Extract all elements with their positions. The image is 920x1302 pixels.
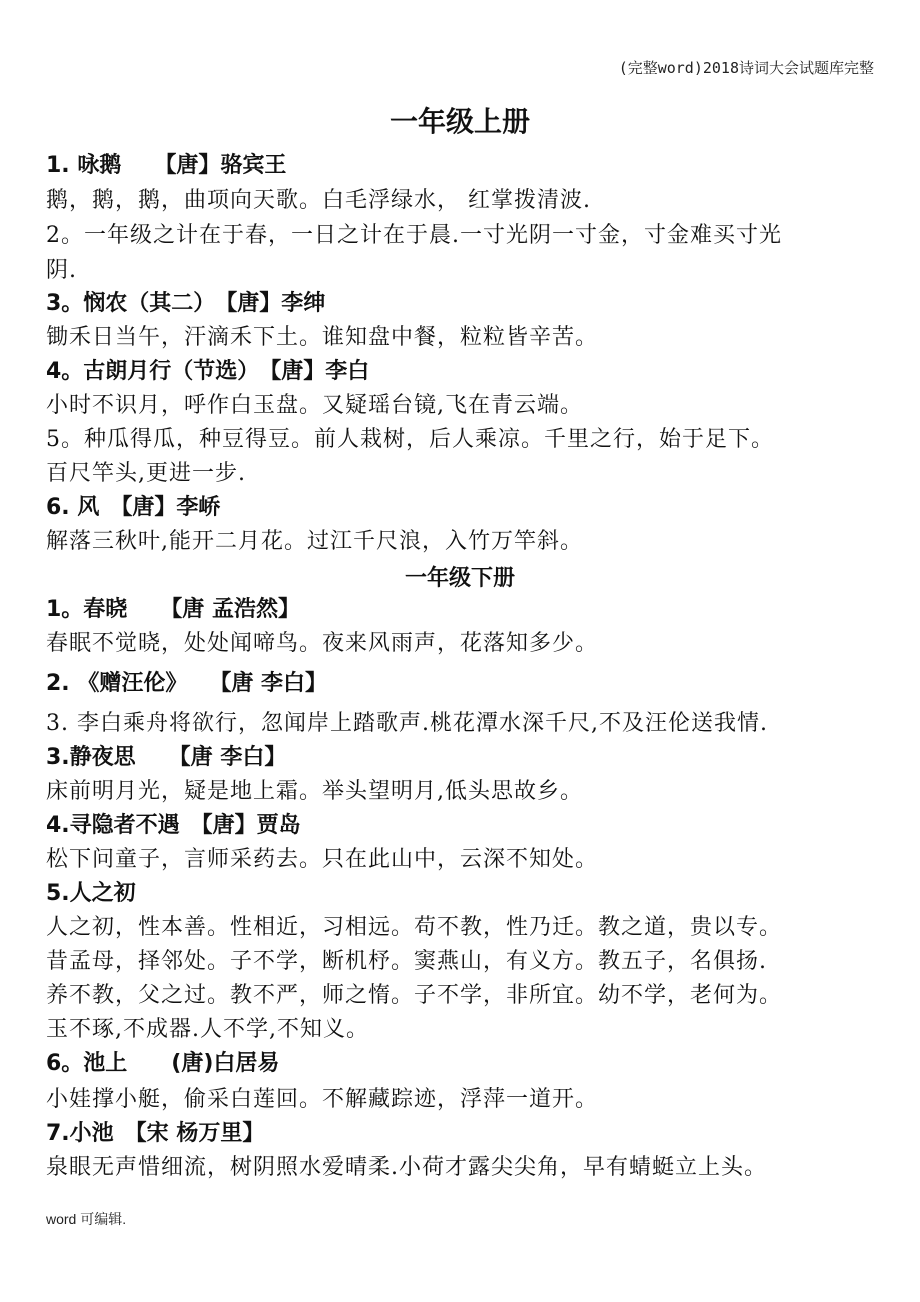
document-header-note: (完整word)2018诗词大会试题库完整: [618, 59, 874, 77]
poem-text-line: 养不教，父之过。教不严，师之惰。子不学，非所宜。幼不学，老何为。: [46, 983, 783, 1008]
section-title-grade1-volume2: 一年级下册: [404, 566, 515, 591]
poem-heading: 1。春晓 【唐 孟浩然】: [46, 597, 300, 622]
poem-heading: 7.小池 【宋 杨万里】: [46, 1121, 265, 1146]
poem-text-line: 阴.: [46, 258, 77, 283]
poem-heading: 1. 咏鹅 【唐】骆宾王: [46, 153, 287, 178]
poem-text-line: 玉不琢,不成器.人不学,不知义。: [46, 1017, 369, 1042]
poem-text-line: 鹅，鹅，鹅，曲项向天歌。白毛浮绿水， 红掌拨清波.: [46, 188, 591, 213]
poem-heading: 4.寻隐者不遇 【唐】贾岛: [46, 813, 301, 838]
page-title: 一年级上册: [389, 105, 530, 138]
footer-note: word 可编辑.: [46, 1211, 127, 1227]
poem-heading: 4。古朗月行（节选） 【唐】李白: [46, 359, 370, 384]
poem-text-line: 松下问童子，言师采药去。只在此山中，云深不知处。: [46, 847, 599, 872]
poem-text-line: 锄禾日当午，汗滴禾下土。谁知盘中餐，粒粒皆辛苦。: [46, 325, 599, 350]
poem-text-line: 2。一年级之计在于春，一日之计在于晨.一寸光阴一寸金，寸金难买寸光: [46, 223, 782, 248]
poem-text-line: 5。种瓜得瓜，种豆得豆。前人栽树，后人乘凉。千里之行，始于足下。: [46, 427, 774, 452]
poem-text-line: 昔孟母，择邻处。子不学，断机杼。窦燕山，有义方。教五子，名俱扬.: [46, 949, 767, 974]
poem-text-line: 泉眼无声惜细流，树阴照水爱晴柔.小荷才露尖尖角，早有蜻蜓立上头。: [46, 1155, 767, 1180]
poem-text-line: 春眠不觉晓，处处闻啼鸟。夜来风雨声，花落知多少。: [46, 631, 599, 656]
poem-heading: 6. 风 【唐】李峤: [46, 495, 221, 520]
poem-heading: 5.人之初: [46, 881, 136, 906]
poem-text-line: 床前明月光，疑是地上霜。举头望明月,低头思故乡。: [46, 779, 583, 804]
poem-text-line: 小时不识月，呼作白玉盘。又疑瑶台镜,飞在青云端。: [46, 393, 583, 418]
poem-text-line: 百尺竿头,更进一步.: [46, 461, 246, 486]
poem-heading: 3.静夜思 【唐 李白】: [46, 745, 287, 770]
poem-heading: 3。悯农（其二） 【唐】李绅: [46, 291, 326, 316]
poem-text-line: 小娃撑小艇，偷采白莲回。不解藏踪迹，浮萍一道开。: [46, 1087, 599, 1112]
poem-text-line: 解落三秋叶,能开二月花。过江千尺浪，入竹万竿斜。: [46, 529, 583, 554]
poem-text-line: 人之初，性本善。性相近，习相远。苟不教，性乃迁。教之道，贵以专。: [46, 915, 783, 940]
poem-heading: 2. 《赠汪伦》 【唐 李白】: [46, 671, 327, 696]
poem-heading: 6。池上 (唐)白居易: [46, 1051, 280, 1076]
poem-text-line: 3. 李白乘舟将欲行，忽闻岸上踏歌声.桃花潭水深千尺,不及汪伦送我情.: [46, 711, 768, 736]
